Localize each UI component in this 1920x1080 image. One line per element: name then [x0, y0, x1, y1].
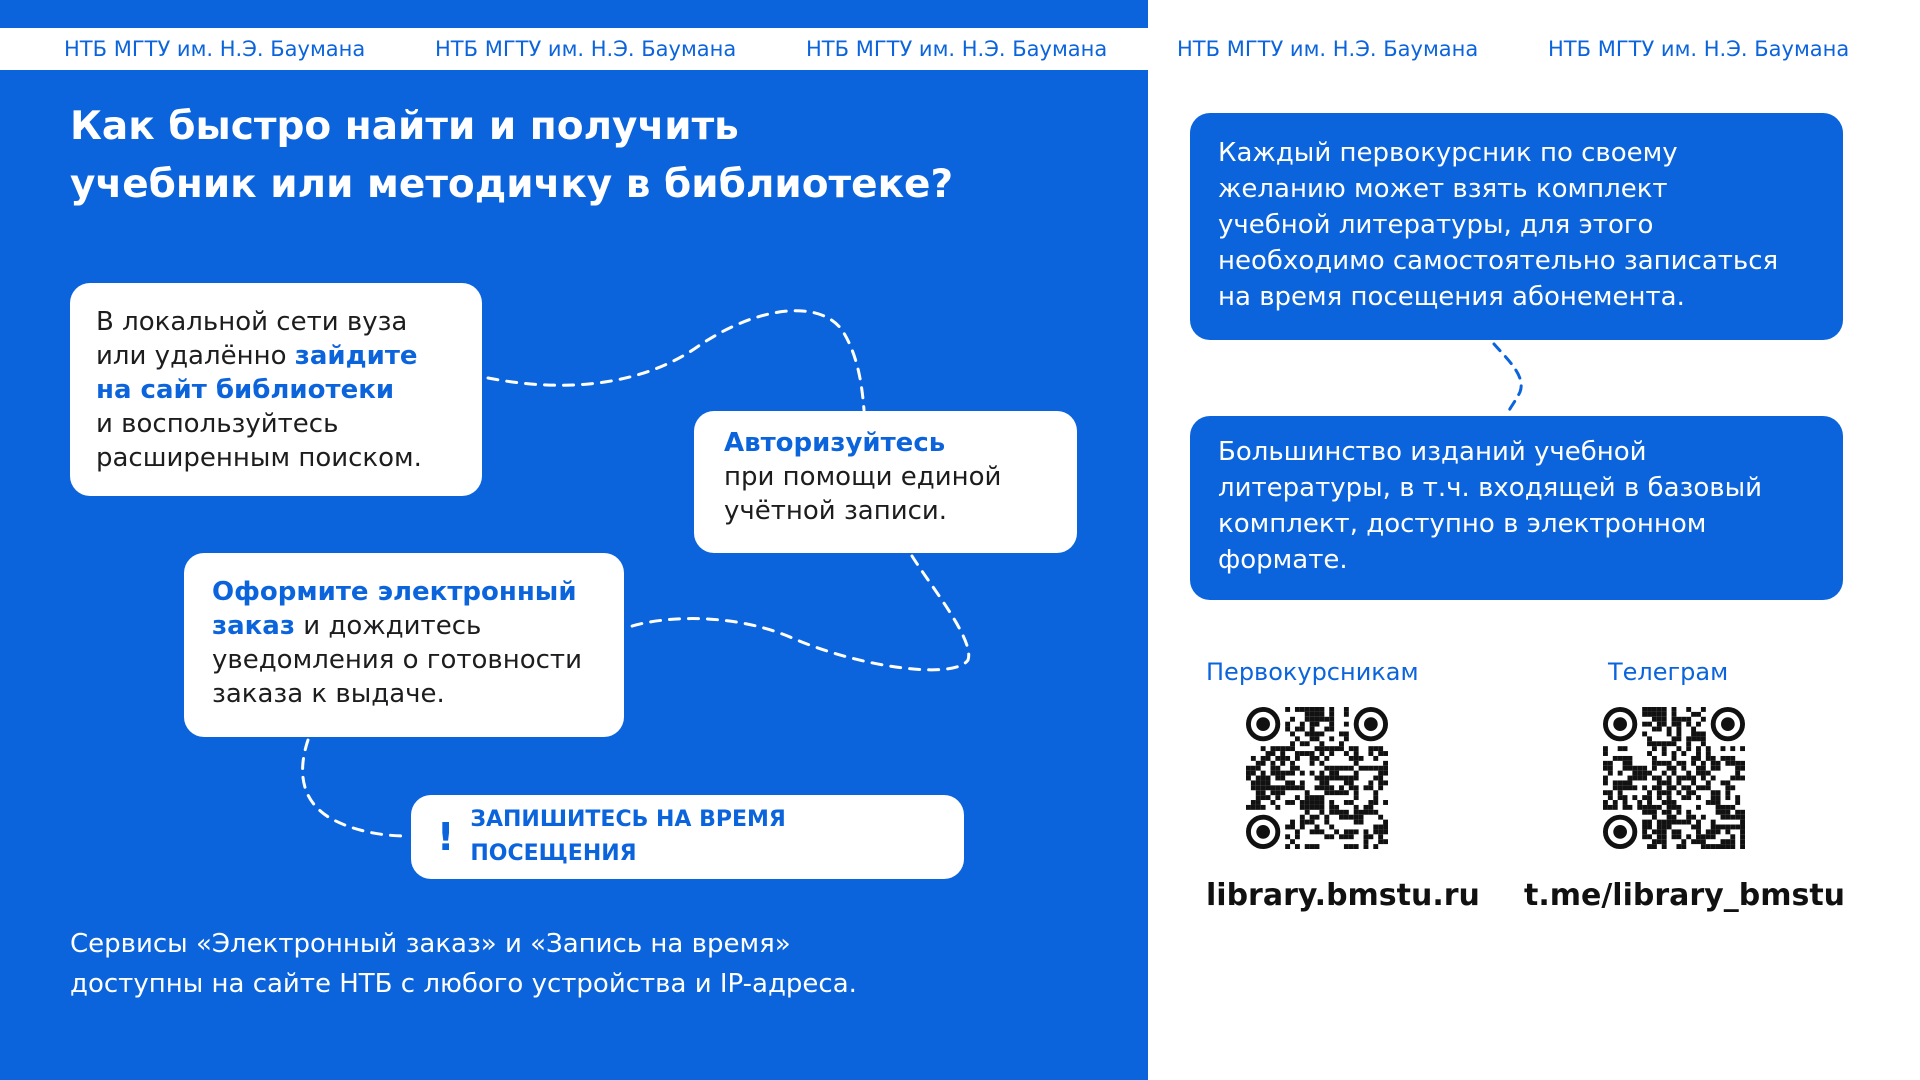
- step3-text: и дождитесь: [294, 611, 482, 641]
- step-card-search: [70, 283, 482, 496]
- services-note-line-1: Сервисы «Электронный заказ» и «Запись на время»: [70, 929, 791, 959]
- qr-code-icon[interactable]: [1246, 707, 1388, 849]
- info-card-text: учебной литературы, для этого: [1218, 210, 1654, 240]
- exclamation-icon: !: [437, 815, 455, 859]
- info-card-text: комплект, доступно в электронном: [1218, 509, 1707, 539]
- page-title: [70, 98, 953, 214]
- step1-text: и воспользуйтесь: [96, 409, 339, 439]
- telegram-link[interactable]: t.me/library_bmstu: [1524, 878, 1846, 913]
- services-note: [70, 924, 1070, 1004]
- step2-text: учётной записи.: [724, 496, 948, 526]
- services-note-line-2: доступны на сайте НТБ с любого устройства и IP-адреса.: [70, 969, 857, 999]
- step2-highlight: Авторизуйтесь: [724, 428, 946, 458]
- step3-text: заказа к выдаче.: [212, 679, 445, 709]
- header-band-item: НТБ МГТУ им. Н.Э. Баумана: [806, 37, 1108, 61]
- step1-text: расширенным поиском.: [96, 443, 422, 473]
- step1-link-text: на сайт библиотеки: [96, 375, 395, 405]
- step2-text: при помощи единой: [724, 462, 1002, 492]
- header-band-item: НТБ МГТУ им. Н.Э. Баумана: [1548, 37, 1850, 61]
- info-card-text: необходимо самостоятельно записаться: [1218, 246, 1779, 276]
- info-card-text: литературы, в т.ч. входящей в базовый: [1218, 473, 1762, 503]
- visit-booking-label: ЗАПИШИТЕСЬ НА ВРЕМЯ ПОСЕЩЕНИЯ: [470, 807, 786, 866]
- header-band-item: НТБ МГТУ им. Н.Э. Баумана: [435, 37, 737, 61]
- qr-code-icon[interactable]: [1603, 707, 1745, 849]
- step1-text: В локальной сети вуза: [96, 307, 408, 337]
- info-card-text: Большинство изданий учебной: [1218, 437, 1647, 467]
- step3-highlight: Оформите электронный: [212, 577, 577, 607]
- info-card-text: формате.: [1218, 545, 1348, 575]
- info-card-electronic-format: [1190, 416, 1843, 600]
- info-card-text: Каждый первокурсник по своему: [1218, 138, 1678, 168]
- qr-label-freshmen: Первокурсникам: [1206, 658, 1419, 686]
- step3-highlight: заказ: [212, 611, 295, 641]
- header-band-item: НТБ МГТУ им. Н.Э. Баумана: [64, 37, 366, 61]
- step-card-authorize: [694, 411, 1077, 553]
- page-title-line-2: учебник или методичку в библиотеке?: [70, 162, 954, 207]
- qr-label-telegram: Телеграм: [1608, 658, 1729, 686]
- header-band-item: НТБ МГТУ им. Н.Э. Баумана: [1177, 37, 1479, 61]
- info-card-text: желанию может взять комплект: [1218, 174, 1668, 204]
- info-card-text: на время посещения абонемента.: [1218, 282, 1685, 312]
- page-title-line-1: Как быстро найти и получить: [70, 104, 739, 149]
- step1-link-text: зайдите: [294, 341, 418, 371]
- info-card-freshman-kit: [1190, 113, 1843, 340]
- step-card-visit-booking: [411, 795, 964, 879]
- step1-text: или удалённо: [96, 341, 295, 371]
- site-link[interactable]: library.bmstu.ru: [1206, 878, 1480, 913]
- step3-text: уведомления о готовности: [212, 645, 582, 675]
- step-card-order: [184, 553, 624, 737]
